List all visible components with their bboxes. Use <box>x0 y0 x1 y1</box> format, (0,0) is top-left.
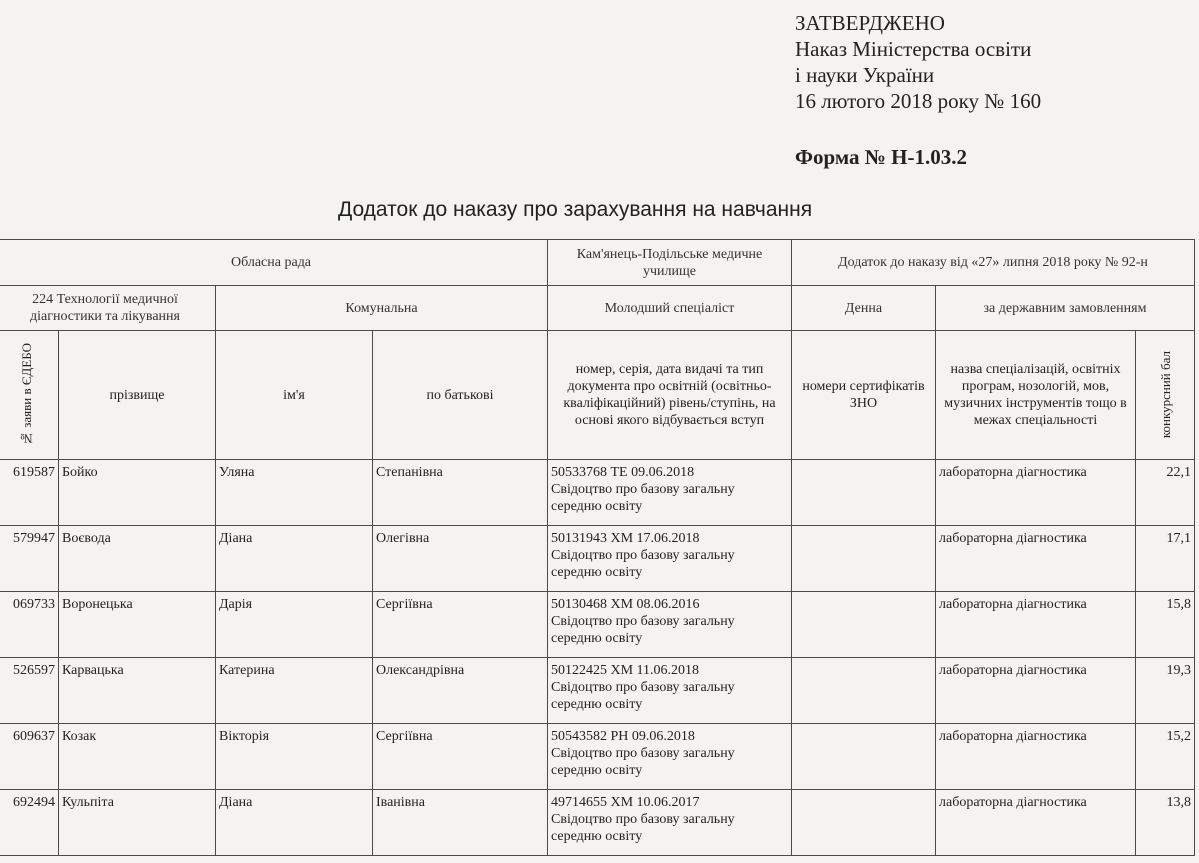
patronymic-cell: Олександрівна <box>373 658 548 724</box>
specialization-cell: лабораторна діагностика <box>936 592 1136 658</box>
enrollment-table <box>0 239 1195 856</box>
col-surname: прізвище <box>59 331 216 460</box>
col-zno: номери сертифікатів ЗНО <box>792 331 936 460</box>
app-no-cell: 579947 <box>0 526 59 592</box>
zno-cell <box>792 592 936 658</box>
surname-cell: Кульпіта <box>59 790 216 856</box>
name-cell: Вікторія <box>216 724 373 790</box>
specialization-cell: лабораторна діагностика <box>936 724 1136 790</box>
col-specialization: назва спеціалізацій, освітніх програм, нозологій, мов, музичних інструментів тощо в межах спеціальності <box>936 331 1136 460</box>
app-no-cell: 609637 <box>0 724 59 790</box>
col-patronymic: по батькові <box>373 331 548 460</box>
name-cell: Уляна <box>216 460 373 526</box>
institution-cell: Кам'янець-Подільське медичне училище <box>548 240 792 286</box>
approval-line-1: ЗАТВЕРДЖЕНО <box>795 11 945 35</box>
surname-cell: Бойко <box>59 460 216 526</box>
table-row <box>0 460 1195 526</box>
approval-block <box>795 10 1041 114</box>
surname-cell: Воронецька <box>59 592 216 658</box>
specialization-cell: лабораторна діагностика <box>936 658 1136 724</box>
app-no-cell: 526597 <box>0 658 59 724</box>
document-cell: 50533768 ТЕ 09.06.2018 Свідоцтво про базову загальну середню освіту <box>548 460 792 526</box>
zno-cell <box>792 658 936 724</box>
zno-cell <box>792 724 936 790</box>
column-header-row <box>0 331 1195 460</box>
app-no-cell: 619587 <box>0 460 59 526</box>
name-cell: Дарія <box>216 592 373 658</box>
patronymic-cell: Олегівна <box>373 526 548 592</box>
table-row <box>0 526 1195 592</box>
col-score: конкурсний бал <box>1136 331 1195 460</box>
approval-line-4: 16 лютого 2018 року № 160 <box>795 89 1042 113</box>
score-cell: 15,2 <box>1136 724 1195 790</box>
zno-cell <box>792 526 936 592</box>
council-cell: Обласна рада <box>0 240 548 286</box>
table-row <box>0 790 1195 856</box>
col-document: номер, серія, дата видачі та тип документа про освітній (освітньо-кваліфікаційний) рівень/ступінь, на основі якого відбувається вступ <box>548 331 792 460</box>
header-row-1 <box>0 240 1195 286</box>
col-name: ім'я <box>216 331 373 460</box>
surname-cell: Карвацька <box>59 658 216 724</box>
specialization-cell: лабораторна діагностика <box>936 526 1136 592</box>
document-title: Додаток до наказу про зарахування на навчання <box>338 198 813 221</box>
score-cell: 15,8 <box>1136 592 1195 658</box>
approval-line-2: Наказ Міністерства освіти <box>795 37 1032 61</box>
app-no-cell: 692494 <box>0 790 59 856</box>
form-number: Форма № Н-1.03.2 <box>795 145 967 169</box>
degree-cell: Молодший спеціаліст <box>548 286 792 331</box>
document-cell: 50130468 ХМ 08.06.2016 Свідоцтво про базову загальну середню освіту <box>548 592 792 658</box>
patronymic-cell: Степанівна <box>373 460 548 526</box>
app-no-cell: 069733 <box>0 592 59 658</box>
document-cell: 50543582 РН 09.06.2018 Свідоцтво про базову загальну середню освіту <box>548 724 792 790</box>
document-cell: 50131943 ХМ 17.06.2018 Свідоцтво про базову загальну середню освіту <box>548 526 792 592</box>
score-cell: 22,1 <box>1136 460 1195 526</box>
surname-cell: Воєвода <box>59 526 216 592</box>
specialization-cell: лабораторна діагностика <box>936 790 1136 856</box>
ownership-cell: Комунальна <box>216 286 548 331</box>
score-cell: 19,3 <box>1136 658 1195 724</box>
score-cell: 17,1 <box>1136 526 1195 592</box>
name-cell: Діана <box>216 526 373 592</box>
patronymic-cell: Сергіївна <box>373 592 548 658</box>
table-row <box>0 724 1195 790</box>
patronymic-cell: Сергіївна <box>373 724 548 790</box>
name-cell: Катерина <box>216 658 373 724</box>
document-cell: 50122425 ХМ 11.06.2018 Свідоцтво про базову загальну середню освіту <box>548 658 792 724</box>
zno-cell <box>792 790 936 856</box>
zno-cell <box>792 460 936 526</box>
table-row <box>0 592 1195 658</box>
score-cell: 13,8 <box>1136 790 1195 856</box>
specialty-cell: 224 Технології медичної діагностики та лікування <box>0 286 216 331</box>
name-cell: Діана <box>216 790 373 856</box>
patronymic-cell: Іванівна <box>373 790 548 856</box>
study-form-cell: Денна <box>792 286 936 331</box>
surname-cell: Козак <box>59 724 216 790</box>
funding-cell: за державним замовленням <box>936 286 1195 331</box>
col-app-no: № заяви в ЄДЕБО <box>0 331 59 460</box>
document-cell: 49714655 ХМ 10.06.2017 Свідоцтво про базову загальну середню освіту <box>548 790 792 856</box>
approval-line-3: і науки України <box>795 63 935 87</box>
order-cell: Додаток до наказу від «27» липня 2018 року № 92-н <box>792 240 1195 286</box>
specialization-cell: лабораторна діагностика <box>936 460 1136 526</box>
header-row-2 <box>0 286 1195 331</box>
table-row <box>0 658 1195 724</box>
